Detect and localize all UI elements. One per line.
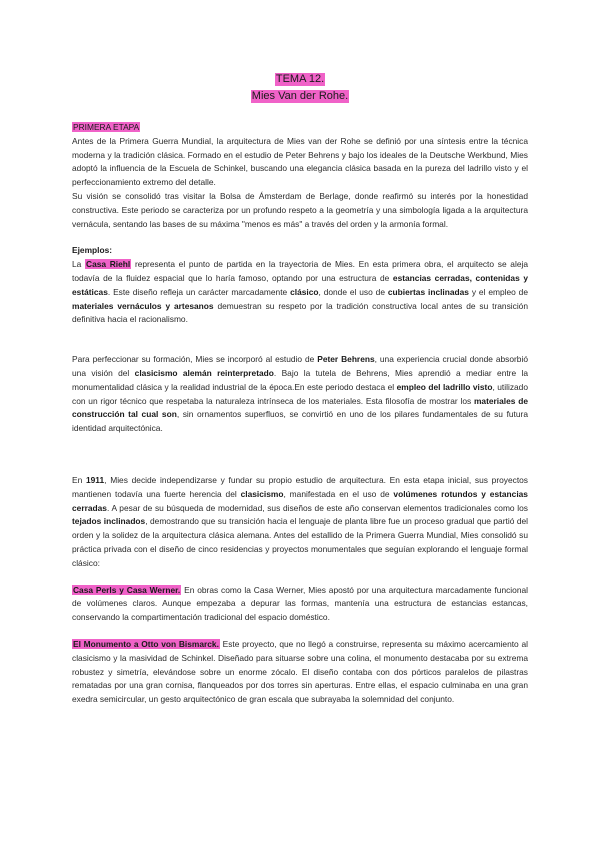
examples-heading-text: Ejemplos: bbox=[72, 245, 113, 256]
section-heading-text: PRIMERA ETAPA bbox=[73, 122, 140, 132]
casa-perls-highlight: Casa Perls y Casa Werner. bbox=[73, 584, 181, 595]
paragraph-bismarck: El Monumento a Otto von Bismarck. Este proyecto, que no llegó a construirse, representa su máximo acercamiento al clasicismo y la masividad de Schinkel. Diseñado para situarse sobre una colina, el monumento destacaba por su extrema robustez y simetría, elevándose sobre un enorme zócalo. El diseño contaba con dos pórticos paralelos de pilastras rematadas por una gran cornisa, flanqueados por dos torres sin aperturas. Entre ellas, el espacio culminaba en una gran exedra semicircular, un gesto arquitectónico de gran escala que subrayaba la solemnidad del conjunto. bbox=[72, 638, 528, 705]
paragraph-casa-perls: Casa Perls y Casa Werner. En obras como la Casa Werner, Mies apostó por una arquitectura marcadamente funcional de volúmenes claros. Aunque empezaba a depurar las formas, mantenía una estructura de estancias estancas, conservando la compartimentación tradicional del espacio doméstico. bbox=[72, 584, 528, 623]
bismarck-highlight: El Monumento a Otto von Bismarck. bbox=[73, 638, 219, 649]
topic-number: TEMA 12. bbox=[275, 73, 325, 85]
paragraph-intro: Antes de la Primera Guerra Mundial, la arquitectura de Mies van der Rohe se definió por una síntesis entre la técnica moderna y la tradición clásica. Formado en el estudio de Peter Behrens y bajo los ideales de la Deutsche Werkbund, Mies adoptó la influencia de la Escuela de Schinkel, buscando una elegancia clásica basada en la pureza del ladrillo visto y el perfeccionamiento extremo del detalle. bbox=[72, 135, 528, 188]
paragraph-casa-riehl: La Casa Riehl representa el punto de partida en la trayectoria de Mies. En esta primera obra, el arquitecto se aleja todavía de la fluidez espacial que lo haría famoso, optando por una estructura de estancias cerradas, contenidas y estáticas. Este diseño refleja un carácter marcadamente clásico, donde el uso de cubiertas inclinadas y el empleo de materiales vernáculos y artesanos demuestran su respeto por la tradición constructiva local antes de su transición definitiva hacia el racionalismo. bbox=[72, 259, 529, 325]
examples-heading bbox=[72, 244, 528, 258]
paragraph-berlage: Su visión se consolidó tras visitar la Bolsa de Ámsterdam de Berlage, donde reafirmó su interés por la honestidad constructiva. Este periodo se caracteriza por un profundo respeto a la geometría y una simbología ligada a la arquitectura vernácula, sentando las bases de su máxima "menos es más" a través del orden y la armonía formal. bbox=[72, 190, 528, 229]
paragraph-1911: En 1911, Mies decide independizarse y fundar su propio estudio de arquitectura. En esta etapa inicial, sus proyectos mantienen todavía una fuerte herencia del clasicismo, manifestada en el uso de volúmenes rotundos y estancias cerradas. A pesar de su búsqueda de modernidad, sus diseños de este año conservan elementos tradicionales como los tejados inclinados, demostrando que su transición hacia el lenguaje de planta libre fue un proceso gradual que partió del orden y la solidez de la arquitectura clásica alemana. Antes del estallido de la Primera Guerra Mundial, Mies consolidó su práctica privada con el diseño de cinco residencias y proyectos monumentales que seguían explorando el lenguaje formal clásico: bbox=[72, 474, 528, 568]
casa-riehl-highlight: Casa Riehl bbox=[86, 259, 131, 270]
page-title: Mies Van der Rohe. bbox=[251, 90, 349, 102]
section-heading bbox=[72, 121, 528, 135]
title-block bbox=[0, 73, 600, 107]
document-body bbox=[72, 121, 528, 707]
paragraph-behrens: Para perfeccionar su formación, Mies se incorporó al estudio de Peter Behrens, una experiencia crucial donde absorbió una visión del clasicismo alemán reinterpretado. Bajo la tutela de Behrens, Mies aprendió a mediar entre la monumentalidad clásica y la realidad industrial de la época.En este periodo destaca el empleo del ladrillo visto, utilizado con un rigor técnico que respetaba la naturaleza intrínseca de los materiales. Esta filosofía de mostrar los materiales de construcción tal cual son, sin ornamentos superfluos, se convirtió en uno de los pilares fundamentales de su futura identidad arquitectónica. bbox=[72, 354, 529, 434]
